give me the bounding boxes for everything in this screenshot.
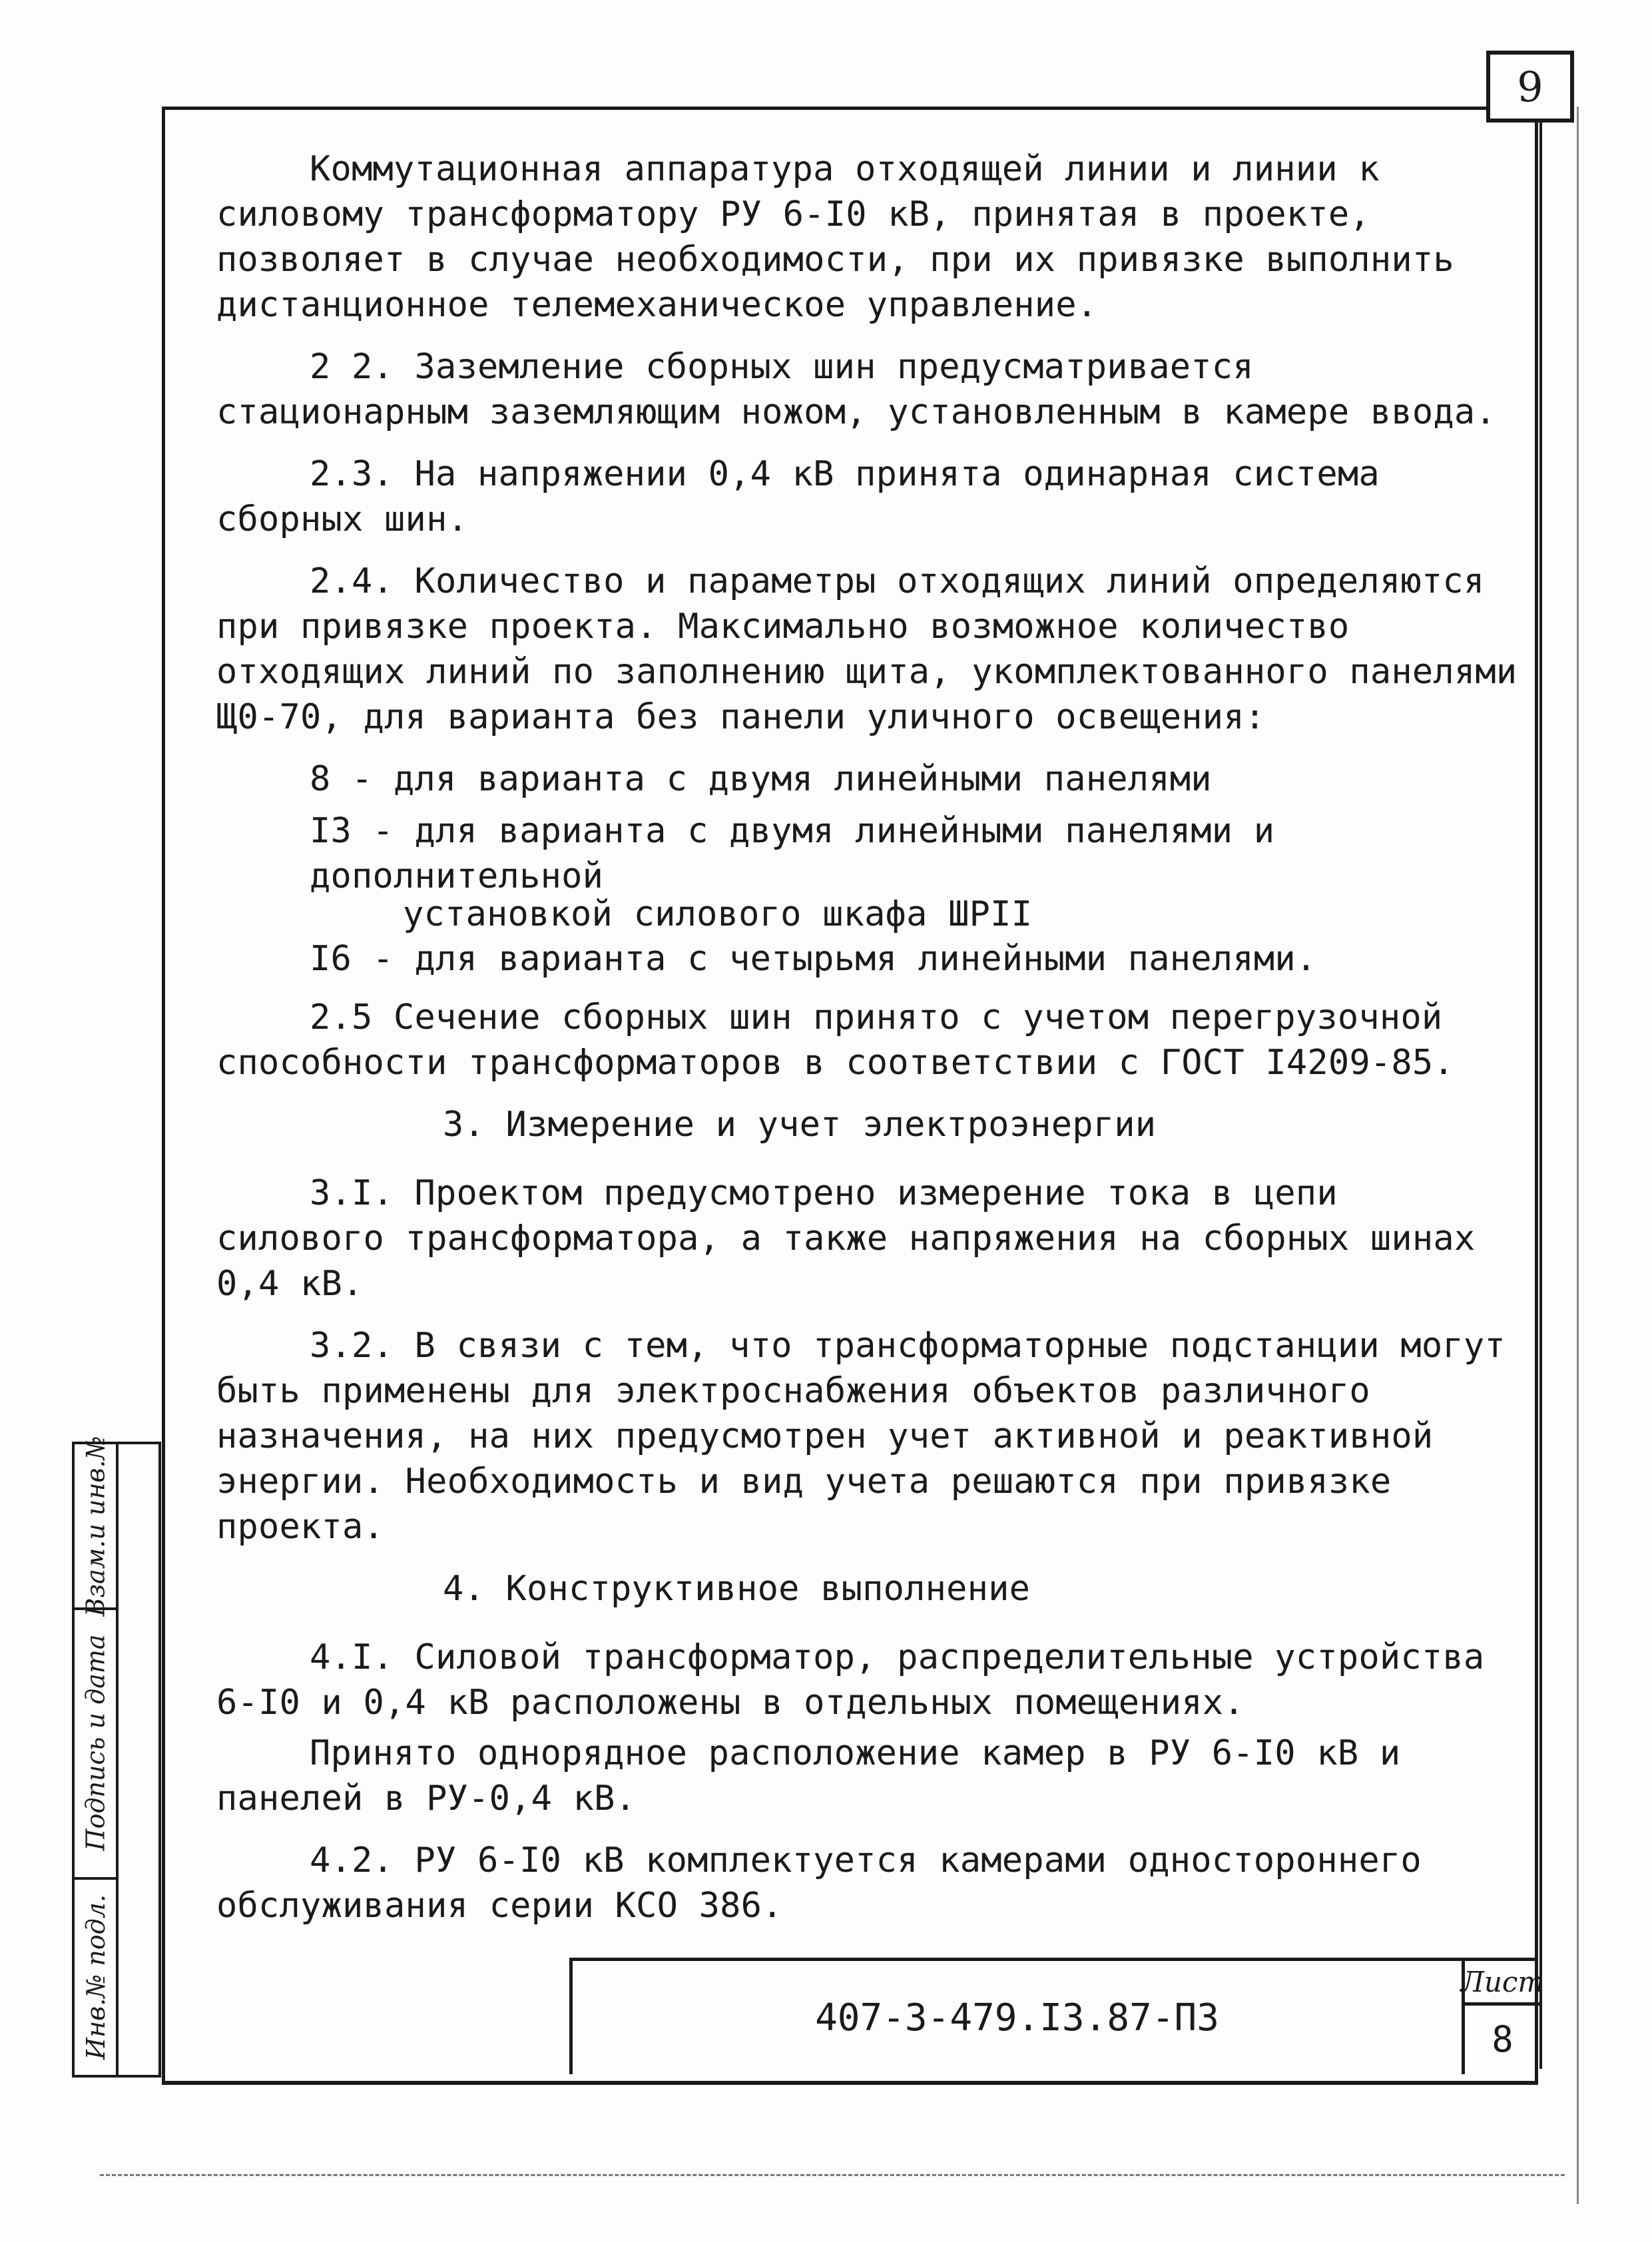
list-item-text: - для варианта с двумя линейными панелями [352, 759, 1212, 799]
side-label-inventory: Инв.№ подл. [81, 1894, 111, 2060]
paragraph-2-5: 2.5 Сечение сборных шин принято с учетом перегрузочной способности трансформаторов в соответствии с ГОСТ I4209-85. [216, 997, 1454, 1083]
strip-divider [116, 1444, 119, 2075]
section-heading-3: 3. Измерение и учет электроэнергии [443, 1105, 1157, 1145]
list-item [216, 808, 1521, 934]
paragraph-4-1: 4.I. Силовой трансформатор, распределительные устройства 6-I0 и 0,4 кВ расположены в отдельных помещениях. [216, 1637, 1485, 1723]
page-number-box [1486, 51, 1574, 123]
list-item-number: 8 [310, 759, 331, 799]
document-body [216, 146, 1521, 1945]
paragraph-2-4: 2.4. Количество и параметры отходящих линий определяются при привязке проекта. Максимально возможное количество отходящих линий по заполнению щита, укомплектованного панелями Щ0-70, для варианта без панели уличного освещения: [216, 561, 1517, 737]
paragraph-commutation: Коммутационная аппаратура отходящей линии и линии к силовому трансформатору РУ 6-I0 кВ, принятая в проекте, позволяет в случае необходимости, при их привязке выполнить дистанционное телемеханическое управление. [216, 149, 1454, 325]
list-item-text: - для варианта с четырьмя линейными панелями. [372, 939, 1317, 979]
side-label-signature: Подпись и дата [81, 1633, 111, 1851]
side-signature-strip [72, 1435, 161, 2078]
list-item-text: - для варианта с двумя линейными панелями и дополнительной [310, 811, 1275, 896]
lines-list [216, 756, 1521, 981]
list-item-number: I6 [310, 939, 352, 979]
sheet-number: 8 [1492, 2018, 1514, 2060]
page-number: 9 [1517, 62, 1543, 111]
list-item-number: I3 [310, 811, 352, 851]
paragraph-3-2: 3.2. В связи с тем, что трансформаторные подстанции могут быть применены для электроснабжения объектов различного назначения, на них предусмотрен учет активной и реактивной энергии. Необходимость и вид учета решаются при привязке проекта. [216, 1326, 1506, 1547]
list-item [216, 756, 1521, 802]
sheet-cell [1460, 1961, 1545, 2074]
section-heading-4: 4. Конструктивное выполнение [443, 1569, 1031, 1609]
paragraph-4-1-cont: Принято однорядное расположение камер в РУ 6-I0 кВ и панелей в РУ-0,4 кВ. [216, 1733, 1401, 1819]
document-code: 407-3-479.I3.87-ПЗ [815, 1996, 1219, 2040]
title-block [569, 1958, 1545, 2074]
paragraph-4-2: 4.2. РУ 6-I0 кВ комплектуется камерами одностороннего обслуживания серии КСО 386. [216, 1840, 1422, 1926]
cut-line [100, 2174, 1565, 2176]
list-item-continuation: установкой силового шкафа ШРII [403, 894, 1033, 934]
paragraph-2-3: 2.3. На напряжении 0,4 кВ принята одинарная система сборных шин. [216, 454, 1380, 539]
frame-inner-line [1539, 115, 1542, 2069]
sheet-label: Лист [1465, 1961, 1540, 2006]
side-label-replace: Взам.и инв.№ [81, 1435, 111, 1617]
trim-line [1577, 107, 1579, 2204]
list-item [216, 936, 1521, 981]
paragraph-2-2: 2 2. Заземление сборных шин предусматривается стационарным заземляющим ножом, установленным в камере ввода. [216, 347, 1496, 432]
paragraph-3-1: 3.I. Проектом предусмотрено измерение тока в цепи силового трансформатора, а также напряжения на сборных шинах 0,4 кВ. [216, 1173, 1476, 1304]
